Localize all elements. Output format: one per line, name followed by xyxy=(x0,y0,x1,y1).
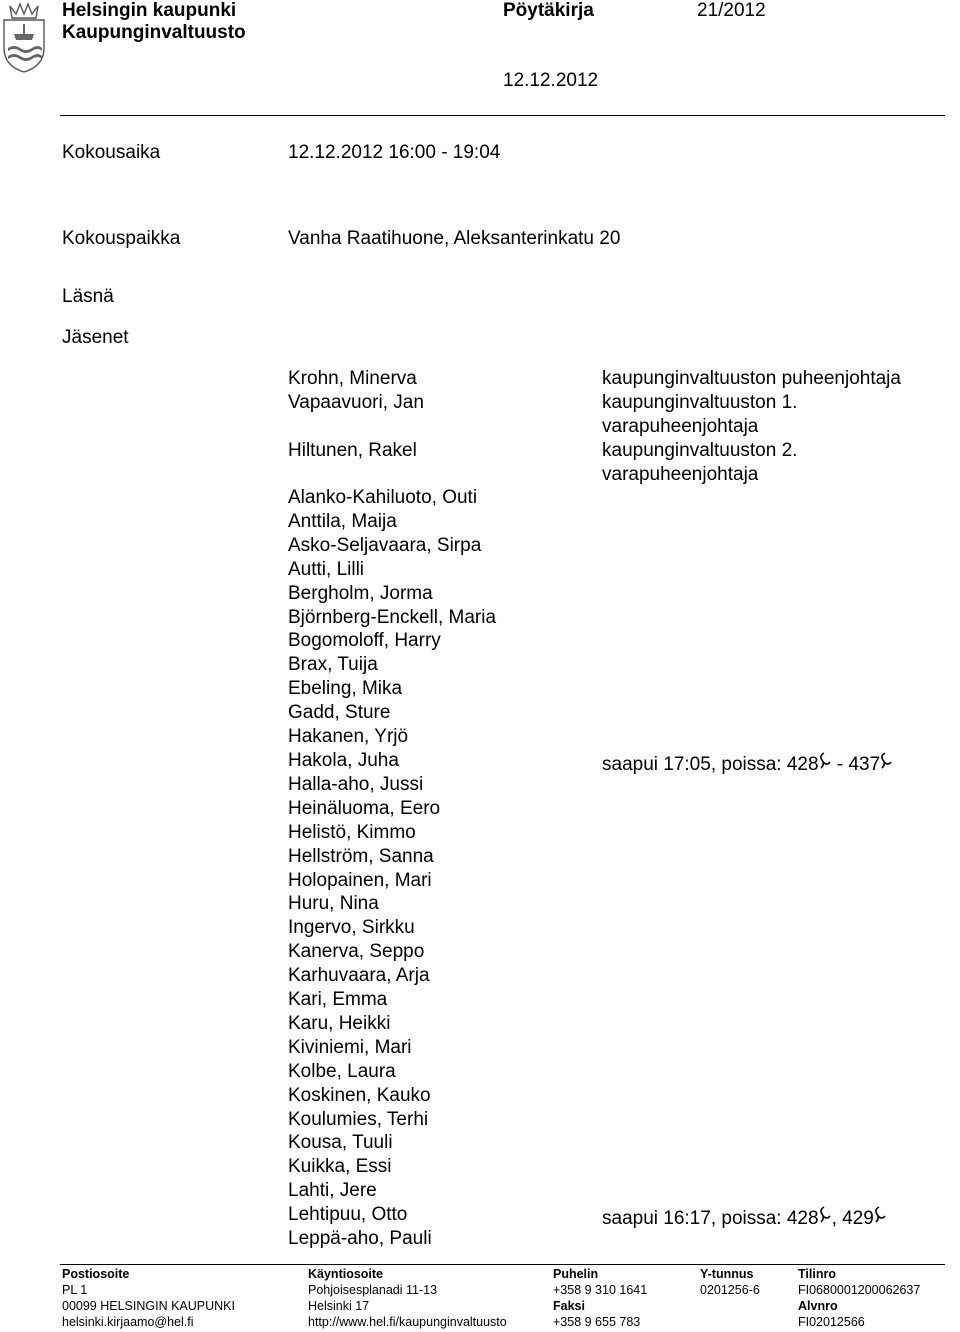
attendance-note-tail: , 429 xyxy=(831,1208,874,1229)
doc-type: Pöytäkirja xyxy=(503,0,594,21)
footer-phone xyxy=(553,1266,647,1330)
member-name: Lahti, Jere xyxy=(288,1180,377,1202)
footer-postal-line: 00099 HELSINGIN KAUPUNKI xyxy=(62,1299,235,1313)
member-name: Brax, Tuija xyxy=(288,654,378,676)
member-name: Kari, Emma xyxy=(288,989,388,1011)
footer-ytunnus-label: Y-tunnus xyxy=(700,1267,754,1281)
member-name: Hellström, Sanna xyxy=(288,845,434,867)
footer-fax-label: Faksi xyxy=(553,1299,585,1313)
doc-date: 12.12.2012 xyxy=(503,70,599,91)
member-name: Asko-Seljavaara, Sirpa xyxy=(288,534,482,556)
member-name: Bogomoloff, Harry xyxy=(288,630,441,652)
officer-vice1-role-line1: kaupunginvaltuuston 1. xyxy=(602,392,798,413)
footer-visit-line: Pohjoisesplanadi 11-13 xyxy=(308,1283,438,1297)
officer-vice2-role-line1: kaupunginvaltuuston 2. xyxy=(602,440,798,461)
attendance-note-lehtipuu xyxy=(602,1204,887,1230)
footer-ytunnus-value: 0201256-6 xyxy=(700,1283,760,1297)
attendance-note-hakola xyxy=(602,750,893,776)
section-mark-icon xyxy=(880,750,893,776)
member-name: Björnberg-Enckell, Maria xyxy=(288,606,497,628)
member-name: Anttila, Maija xyxy=(288,510,397,532)
footer-website-link[interactable]: http://www.hel.fi/kaupunginvaltuusto xyxy=(308,1315,507,1329)
member-name: Ingervo, Sirkku xyxy=(288,917,415,939)
footer-fax-value: +358 9 655 783 xyxy=(553,1315,641,1329)
footer-postal-label: Postiosoite xyxy=(62,1267,130,1281)
member-name: Huru, Nina xyxy=(288,893,379,915)
footer-account-value: FI0680001200062637 xyxy=(798,1283,921,1297)
member-name: Autti, Lilli xyxy=(288,558,365,580)
doc-number: 21/2012 xyxy=(697,0,766,21)
attendance-note-tail: - 437 xyxy=(831,754,881,775)
footer-visit xyxy=(308,1266,507,1330)
member-name: Lehtipuu, Otto xyxy=(288,1204,408,1226)
member-name: Ebeling, Mika xyxy=(288,678,403,700)
member-name: Heinäluoma, Eero xyxy=(288,797,441,819)
member-name: Hakanen, Yrjö xyxy=(288,726,409,748)
section-mark-icon xyxy=(874,1204,887,1230)
member-name: Holopainen, Mari xyxy=(288,869,432,891)
member-name: Bergholm, Jorma xyxy=(288,582,433,604)
member-name: Helistö, Kimmo xyxy=(288,821,416,843)
members-label: Jäsenet xyxy=(62,327,129,348)
helsinki-coat-of-arms-icon xyxy=(0,0,48,74)
present-label: Läsnä xyxy=(62,286,114,307)
member-name: Kolbe, Laura xyxy=(288,1060,396,1082)
footer-phone-label: Puhelin xyxy=(553,1267,599,1281)
member-name: Hakola, Juha xyxy=(288,749,399,771)
attendance-note-text: saapui 17:05, poissa: 428 xyxy=(602,754,819,775)
attendance-note-text: saapui 16:17, poissa: 428 xyxy=(602,1208,819,1229)
member-name: Kousa, Tuuli xyxy=(288,1132,393,1154)
meeting-place-label: Kokouspaikka xyxy=(62,228,181,249)
member-name: Kiviniemi, Mari xyxy=(288,1036,412,1058)
officer-vice2-name: Hiltunen, Rakel xyxy=(288,440,417,461)
officer-chair-role: kaupunginvaltuuston puheenjohtaja xyxy=(602,368,901,389)
footer-ytunnus xyxy=(700,1266,760,1298)
member-name: Alanko-Kahiluoto, Outi xyxy=(288,487,478,508)
footer-account xyxy=(798,1266,920,1330)
footer-visit-label: Käyntiosoite xyxy=(308,1267,384,1281)
footer-postal-line: PL 1 xyxy=(62,1283,88,1297)
officer-vice1-role-line2: varapuheenjohtaja xyxy=(602,416,759,437)
officer-chair-name: Krohn, Minerva xyxy=(288,368,417,389)
footer-alv-value: FI02012566 xyxy=(798,1315,865,1329)
member-name: Gadd, Sture xyxy=(288,702,391,724)
footer-divider xyxy=(60,1264,945,1265)
members-list xyxy=(288,486,496,1251)
member-name: Koskinen, Kauko xyxy=(288,1084,431,1106)
member-name: Halla-aho, Jussi xyxy=(288,773,424,795)
org-name: Helsingin kaupunki xyxy=(62,0,237,21)
footer-postal xyxy=(62,1266,235,1330)
member-name: Koulumies, Terhi xyxy=(288,1108,429,1130)
member-name: Karu, Heikki xyxy=(288,1012,391,1034)
member-name: Kuikka, Essi xyxy=(288,1156,392,1178)
footer-phone-value: +358 9 310 1641 xyxy=(553,1283,648,1297)
meeting-time-label: Kokousaika xyxy=(62,142,161,163)
member-name: Kanerva, Seppo xyxy=(288,941,425,963)
footer-visit-line: Helsinki 17 xyxy=(308,1299,370,1313)
meeting-time-value: 12.12.2012 16:00 - 19:04 xyxy=(288,142,501,163)
header-divider xyxy=(60,115,945,116)
footer-alv-label: Alvnro xyxy=(798,1299,838,1313)
section-mark-icon xyxy=(819,1204,832,1230)
member-name: Leppä-aho, Pauli xyxy=(288,1228,432,1250)
org-unit: Kaupunginvaltuusto xyxy=(62,22,246,43)
meeting-place-value: Vanha Raatihuone, Aleksanterinkatu 20 xyxy=(288,228,621,249)
footer-account-label: Tilinro xyxy=(798,1267,836,1281)
section-mark-icon xyxy=(819,750,832,776)
officer-vice2-role-line2: varapuheenjohtaja xyxy=(602,464,759,485)
footer-email-link[interactable]: helsinki.kirjaamo@hel.fi xyxy=(62,1315,194,1329)
member-name: Karhuvaara, Arja xyxy=(288,965,430,987)
officer-vice1-name: Vapaavuori, Jan xyxy=(288,392,424,413)
